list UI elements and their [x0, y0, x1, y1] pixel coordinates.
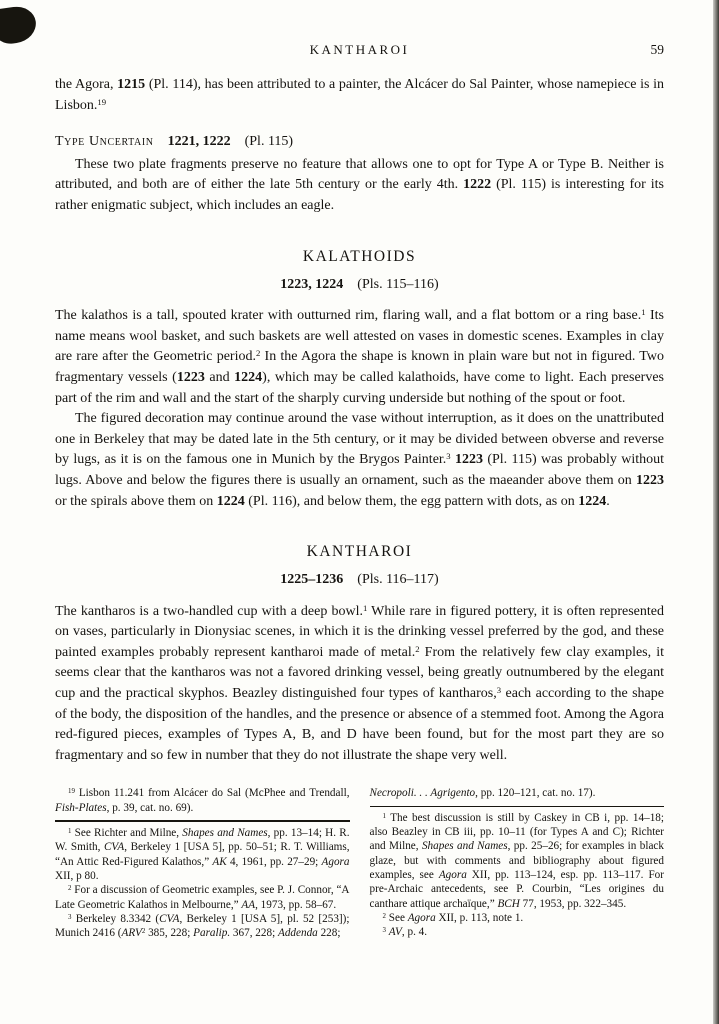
- footnote-column-right: [370, 786, 665, 940]
- type-uncertain-paragraph: These two plate fragments preserve no feature that allows one to opt for Type A or Type B. Neither is attributed, and both are of either the late 5th century or the early 4th. 1222 (Pl. 115) is interesting for its rather enigmatic subject, which includes an eagle.: [55, 156, 664, 213]
- type-uncertain-heading: Type Uncertain 1221, 1222 (Pl. 115): [55, 134, 294, 150]
- section-heading-kantharoi: KANTHAROI: [306, 543, 413, 561]
- catalog-line-kantharoi: 1225–1236 (Pls. 116–117): [280, 572, 439, 588]
- running-head: KANTHAROI: [309, 42, 410, 57]
- kantharoi-paragraph-1: The kantharos is a two-handled cup with a deep bowl.$^1$ While rare in figured pottery, it is often represented on vases, particularly in Dionysiac scenes, in which it is the drinking vessel preferred by the god, and these painted examples probably represent kantharoi made of metal.$^2$ From the relatively few clay examples, it seems clear that the kantharos was not a favored drinking vessel, being greatly outnumbered by the elegant cup and the practical skyphos. Beazley distinguished four types of kantharos,$^3$ each according to the shape of the body, the disposition of the handles, and the presence or absence of a stemmed foot. Among the Agora red-figured pieces, examples of Types A, B, and D have been found, but for the most part they are so fragmentary and so few in number that they do not illustrate the shape very well.: [55, 602, 664, 763]
- footnote-2-left: $^2$ For a discussion of Geometric examples, see P. J. Connor, “A Late Geometric Kalathos in Melbourne,” AA, 1973, pp. 58–67.: [55, 884, 350, 911]
- intro-paragraph: the Agora, 1215 (Pl. 114), has been attributed to a painter, the Alcácer do Sal Painter, whose namepiece is in Lisbon.$^{19}$: [55, 77, 664, 113]
- footnote-1-right: $^1$ The best discussion is still by Caskey in CB i, pp. 14–18; also Beazley in CB iii, pp. 10–11 (for Types A and C); Richter and Milne, Shapes and Names, pp. 25–26; for examples in black glaze, but with comments and bibliography about figured examples, see Agora XII, pp. 113–124, esp. pp. 113–117. For pre-Archaic antecedents, see P. Courbin, “Les origines du canthare attique archaïque,” BCH 77, 1953, pp. 322–345.: [369, 811, 664, 910]
- footnote-continuation: Necropoli. . . Agrigento, pp. 120–121, cat. no. 17).: [369, 787, 596, 800]
- footnotes-section: [0, 786, 719, 940]
- page-header: [55, 0, 664, 59]
- page-number: 59: [650, 42, 664, 57]
- kalathoids-paragraph-1: The kalathos is a tall, spouted krater with outturned rim, flaring wall, and a flat bottom or a ring base.$^1$ Its name means wool basket, and such baskets are well attested on vases in domestic scenes. Examples in clay are rare after the Geometric period.$^2$ In the Agora the shape is known in plain ware but not in figured. Two fragmentary vessels (1223 and 1224), which may be called kalathoids, have come to light. Each preserves part of the rim and wall and the start of the sharply curving underside but nothing of the spout or foot.: [55, 307, 665, 406]
- footnote-19: $^{19}$ Lisbon 11.241 from Alcácer do Sal (McPhee and Trendall, Fish-Plates, p. 39, cat. no. 69).: [55, 787, 350, 814]
- footnote-1-left: $^1$ See Richter and Milne, Shapes and Names, pp. 13–14; H. R. W. Smith, CVA, Berkeley 1 [USA 5], pp. 50–51; R. T. Williams, “An Attic Red-Figured Kalathos,” AK 4, 1961, pp. 27–29; Agora XII, p 80.: [55, 826, 350, 882]
- section-heading-kalathoids: KALATHOIDS: [302, 247, 417, 265]
- footnote-column-left: [55, 786, 350, 940]
- kalathoids-paragraph-2: The figured decoration may continue around the vase without interruption, as it does on the unattributed one in Berkeley that may be dated late in the 5th century, or it may be divided between obverse and reverse by lugs, as it is on the famous one in Munich by the Brygos Painter.$^3$ 1223 (Pl. 115) was probably without lugs. Above and below the figures there is usually an ornament, such as the maeander above them on 1223 or the spirals above them on 1224 (Pl. 116), and below them, the egg pattern with dots, as on 1224.: [55, 411, 664, 509]
- footnote-3-right: $^3$ AV, p. 4.: [382, 926, 428, 939]
- footnote-2-right: $^2$ See Agora XII, p. 113, note 1.: [382, 911, 524, 924]
- footnote-separator-rule-right: [370, 806, 665, 807]
- catalog-line-kalathoids: 1223, 1224 (Pls. 115–116): [280, 276, 439, 292]
- footnote-separator-rule-left: [55, 820, 350, 822]
- footnote-3-left: $^3$ Berkeley 8.3342 (CVA, Berkeley 1 [USA 5], pl. 52 [253]); Munich 2416 (ARV$^2$ 385, 228; Paralip. 367, 228; Addenda 228;: [55, 912, 350, 940]
